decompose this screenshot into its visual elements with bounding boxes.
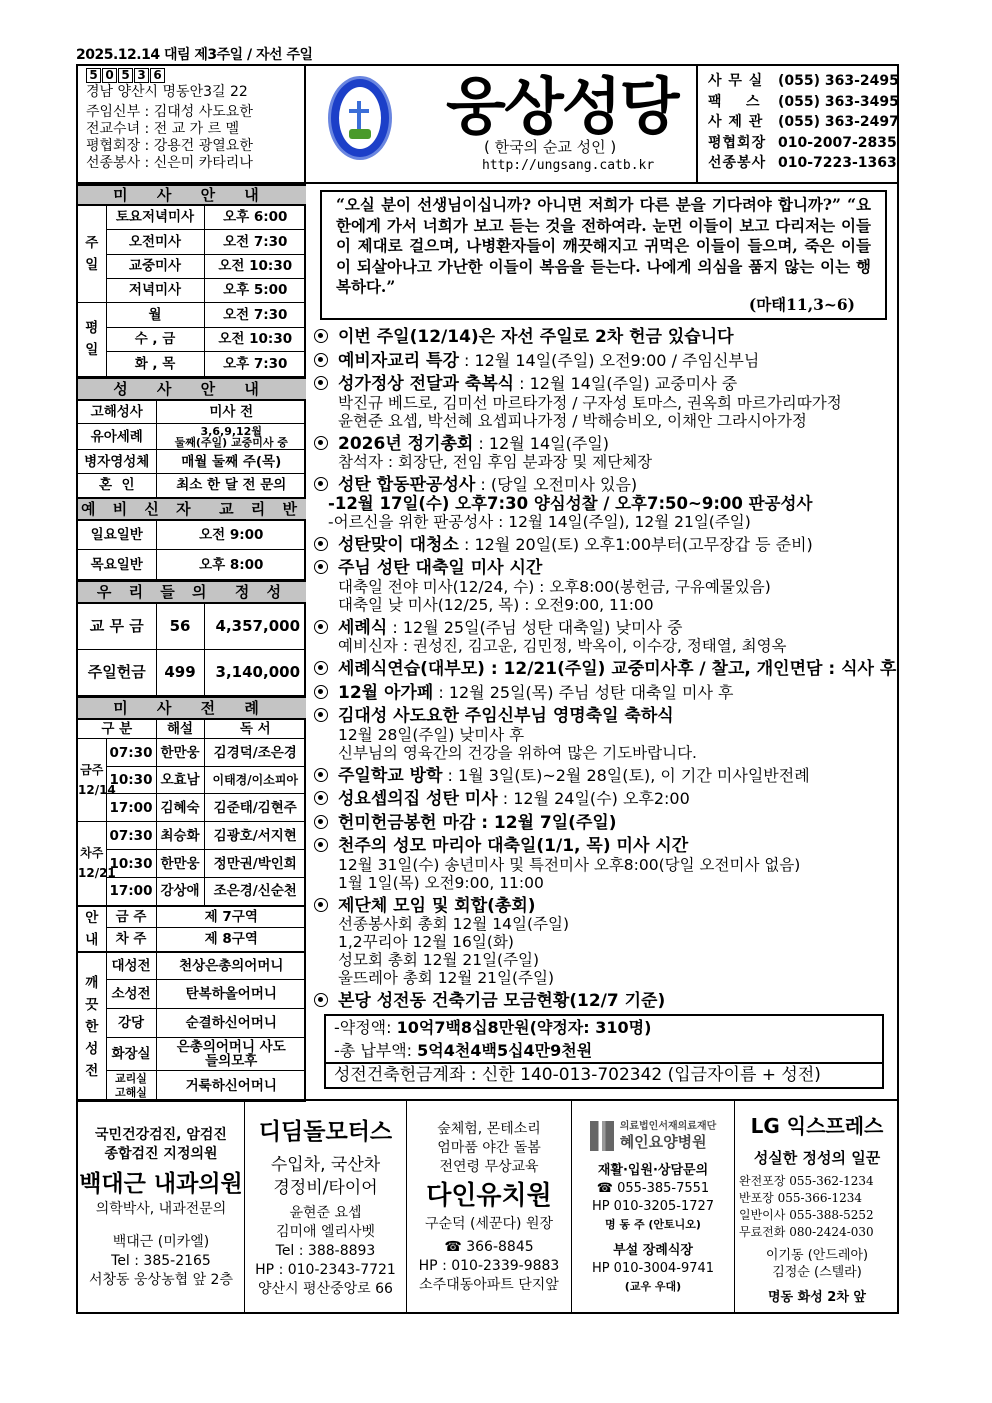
liturgy-time: 07:30	[106, 822, 156, 850]
radio-bullet-icon	[314, 620, 328, 634]
col-commentary: 해설	[156, 719, 204, 739]
sacrament-value: 둘째(주일) 교중미사 중	[174, 435, 288, 449]
parish-subtitle: ( 한국의 순교 성인 )	[484, 138, 617, 156]
notice-detail: 울뜨레아 총회 12월 21일(주일)	[338, 969, 555, 987]
notice-title: 세례식연습(대부모) : 12/21(주일) 교중미사후 / 찰고, 개인면담 : 식사 후	[338, 659, 897, 679]
offering-name: 교 무 금	[78, 603, 156, 649]
cleaning-group: 순결하신어머니	[156, 1009, 306, 1038]
mass-time: 오전 10:30	[204, 327, 306, 351]
col-reading: 독 서	[204, 719, 306, 739]
radio-bullet-icon	[314, 708, 328, 722]
notice-title: 이번 주일(12/14)은 자선 주일로 2차 헌금 있습니다	[338, 327, 734, 347]
paid-value: 5억4천4백5십4만9천원	[417, 1040, 593, 1060]
staff-role: 평협회장	[86, 138, 141, 154]
readers: 김광호/서지현	[204, 822, 306, 850]
notice-item	[314, 375, 899, 430]
sacrament-heading: 성 사 안 내	[78, 378, 306, 400]
building-fund-box	[324, 1014, 884, 1089]
notice-item	[314, 660, 899, 679]
notice-detail: 대축일 전야 미사(12/24, 수) : 오후8:00(봉헌금, 구유예물있음)	[338, 577, 771, 596]
phone-value: 055-362-1234	[789, 1173, 874, 1188]
ad-tagline: 경정비/타이어	[273, 1178, 378, 1198]
phone-label: 일반이사	[739, 1207, 786, 1222]
notice-text: : 12월 25일(주님 성탄 대축일) 낮미사 중	[387, 617, 683, 637]
ad-tagline: 국민건강검진, 암검진	[95, 1126, 227, 1143]
ad-contact: 김미애 엘리사벳	[275, 1224, 376, 1240]
phone-value: 055-388-5252	[789, 1207, 874, 1222]
radio-bullet-icon	[314, 993, 328, 1007]
commentator: 김혜숙	[156, 794, 204, 822]
notice-item	[314, 814, 899, 833]
contact-row	[708, 71, 899, 92]
mass-time: 오후 6:00	[204, 205, 306, 229]
notice-list	[314, 328, 899, 1089]
notice-line	[314, 559, 899, 578]
notice-line	[314, 814, 899, 833]
notice-text: : 12월 24일(수) 오후2:00	[497, 789, 690, 808]
contact-label: 선종봉사	[708, 155, 767, 171]
paid-label: -총 납부액:	[334, 1040, 418, 1060]
notice-item	[314, 476, 899, 531]
sacrament-name: 유아세례	[78, 424, 156, 450]
pledge-row	[326, 1016, 882, 1039]
notice-text: : 12월 25일(목) 주님 성탄 대축일 미사 후	[433, 682, 734, 702]
mass-name: 수 , 금	[106, 327, 204, 351]
notice-detail: 박진규 베드로, 김미선 마르타가정 / 구자성 토마스, 권옥희 마르가리따가정	[338, 393, 842, 412]
hospital-logo	[572, 1121, 734, 1151]
contact-label: 사 제 관	[708, 114, 764, 130]
notice-item	[314, 328, 899, 347]
notice-title: 세례식	[338, 617, 388, 638]
notice-detail: 1,2꾸리아 12월 16일(화)	[338, 933, 514, 951]
catechism-heading: 예 비 신 자 교 리 반	[78, 498, 306, 520]
radio-bullet-icon	[314, 560, 328, 574]
guide-area: 제 8구역	[156, 927, 306, 951]
liturgy-time: 17:00	[106, 878, 156, 906]
radio-bullet-icon	[314, 436, 328, 450]
radio-bullet-icon	[314, 838, 328, 852]
parish-logo-icon	[328, 76, 392, 160]
notice-detail: 선종봉사회 총회 12월 14일(주일)	[338, 915, 570, 933]
sacrament-value: 매월 둘째 주(목)	[156, 450, 306, 474]
contact-row	[708, 133, 899, 154]
notice-detail: 예비신자 : 권성진, 김고운, 김민정, 박옥이, 이수강, 정태열, 최영옥	[338, 637, 787, 655]
liturgy-time: 17:00	[106, 794, 156, 822]
notice-title: 성탄맞이 대청소	[338, 534, 459, 555]
notice-item	[314, 790, 899, 809]
guide-area: 제 7구역	[156, 906, 306, 928]
mass-name: 월	[106, 302, 204, 327]
notice-line	[314, 536, 899, 555]
catechism-time: 오후 8:00	[156, 550, 306, 580]
ad-contact: ☎ 055-385-7551	[596, 1180, 710, 1196]
ad-moving	[735, 1101, 899, 1314]
notice-line	[314, 767, 899, 786]
phone-label: 완전포장	[739, 1173, 786, 1188]
ad-contact: (교우 우대)	[624, 1279, 682, 1293]
right-column	[306, 182, 899, 1099]
liturgy-time: 10:30	[106, 767, 156, 794]
mass-heading: 미 사 안 내	[78, 185, 306, 205]
guide-week: 차 주	[106, 927, 156, 951]
commentator: 한만웅	[156, 739, 204, 767]
ad-name: 혜인요양병원	[619, 1132, 707, 1151]
contact-value: (055) 363-2495	[778, 73, 899, 89]
postal-digit: 5	[118, 68, 133, 83]
sacrament-table	[78, 377, 306, 581]
notice-item	[314, 435, 899, 472]
notice-text: : 12월 14일(주일) 오전9:00 / 주임신부님	[458, 350, 760, 370]
notice-title: 김대성 사도요한 주임신부님 영명축일 축하식	[338, 706, 674, 726]
guide-week: 금 주	[106, 906, 156, 928]
ad-tagline: 엄마품 야간 돌봄	[437, 1140, 541, 1156]
quote-text: “오실 분이 선생님이십니까? 아니면 저희가 다른 분을 기다려야 합니까?” “요한에게 가서 너희가 보고 듣는 것을 전하여라. 눈먼 이들이 보고 다리저는 이들이 제대로 걸으며, 나병환자들이 깨끗해지고 귀먹은 이들이 들으며, 죽은 이들이 되살아나고 가난한 이들이 복음을 듣는다. 나에게 의심을 품지 않는 이는 행복하다.”	[336, 195, 871, 297]
notice-line	[314, 619, 899, 638]
radio-bullet-icon	[314, 791, 328, 805]
sacrament-name: 고해성사	[78, 400, 156, 424]
notice-line	[314, 328, 899, 347]
offering-amount: 3,140,000	[204, 649, 306, 695]
ad-contact: 백대근 (미카엘)	[112, 1233, 210, 1250]
ad-contact: HP 010-3205-1727	[591, 1198, 715, 1214]
notice-detail: 1월 1일(목) 오전9:00, 11:00	[338, 873, 544, 892]
contact-label: 사 무 실	[708, 73, 764, 89]
contact-row	[708, 112, 899, 133]
contact-list	[698, 66, 899, 182]
radio-bullet-icon	[314, 376, 328, 390]
readers: 김경덕/조은경	[204, 739, 306, 767]
ad-contact: Tel : 388-8893	[275, 1243, 376, 1259]
staff-role: 전교수녀	[86, 121, 141, 137]
ad-sub: 의학박사, 내과전문의	[95, 1200, 227, 1217]
notice-title: 주님 성탄 대축일 미사 시간	[338, 558, 543, 578]
notice-detail: -어르신을 위한 판공성사 : 12월 14일(주일), 12월 21일(주일)	[328, 512, 751, 531]
notice-title: 예비자교리 특강	[338, 350, 459, 371]
ad-tagline: 전연령 무상교육	[439, 1159, 539, 1175]
ad-phone	[735, 1174, 899, 1189]
ad-tagline: 수입차, 국산차	[270, 1155, 381, 1175]
radio-bullet-icon	[314, 353, 328, 367]
ad-contact: 이기동 (안드레아)	[765, 1247, 869, 1263]
postal-digit: 5	[86, 68, 101, 83]
ad-heading: 재활·입원·상담문의	[597, 1162, 709, 1178]
offering-count: 499	[156, 649, 204, 695]
mass-time: 오전 10:30	[204, 254, 306, 278]
contact-row	[708, 153, 899, 174]
staff-name: 신은미 카타리나	[153, 155, 253, 171]
ad-contact: 명 동 주 (안토니오)	[605, 1217, 701, 1231]
notice-detail: 대축일 낮 미사(12/25, 목) : 오전9:00, 11:00	[338, 595, 654, 614]
notice-item	[314, 559, 899, 614]
staff-row: 평협회장 : 강용건 광열요한	[86, 138, 253, 154]
notice-line	[314, 684, 899, 703]
notice-title: 성요셉의집 성탄 미사	[338, 789, 498, 809]
sacrament-name: 병자영성체	[78, 450, 156, 474]
contact-label: 평협회장	[708, 134, 767, 151]
contact-row	[708, 92, 899, 113]
notice-detail: 윤현준 요셉, 박선혜 요셉피나가정 / 박해승비오, 이채안 그라시아가정	[338, 411, 807, 430]
offering-count: 56	[156, 603, 204, 649]
radio-bullet-icon	[314, 815, 328, 829]
cleaning-place: 강당	[106, 1009, 156, 1038]
ad-name: 다인유치원	[426, 1181, 552, 1211]
readers: 김준태/김현주	[204, 794, 306, 822]
notice-item	[314, 352, 899, 371]
hospital-logo-icon	[590, 1121, 614, 1151]
notice-line	[314, 837, 899, 856]
liturgy-table	[78, 696, 306, 1103]
staff-name: 전 교 가 르 멜	[153, 121, 240, 137]
paid-row	[326, 1039, 882, 1062]
guide-label: 안내	[85, 909, 99, 948]
readers: 정만권/박인희	[204, 850, 306, 878]
postal-digit: 6	[150, 68, 165, 83]
pledge-value: 10억7백8십8만원(약정자: 310명)	[396, 1017, 652, 1037]
notice-item	[314, 767, 899, 786]
notice-detail: 신부님의 영육간의 건강을 위하여 많은 기도바랍니다.	[338, 743, 697, 762]
mass-name: 화 , 목	[106, 351, 204, 376]
ad-contact: 서창동 웅상농협 앞 2층	[89, 1271, 233, 1288]
account-row	[326, 1062, 882, 1087]
notice-line	[314, 476, 899, 495]
notice-line	[314, 435, 899, 454]
phone-label: 무료전화	[739, 1224, 786, 1239]
notice-title: 주일학교 방학	[338, 765, 443, 786]
offering-name: 주일헌금	[78, 649, 156, 695]
staff-role: 선종봉사	[86, 155, 141, 171]
notice-item	[314, 837, 899, 892]
cleaning-label: 깨끗한성전	[85, 974, 99, 1079]
radio-bullet-icon	[314, 685, 328, 699]
radio-bullet-icon	[314, 898, 328, 912]
notice-text: : 12월 14일(주일)	[473, 433, 610, 453]
sacrament-value: 최소 한 달 전 문의	[156, 474, 306, 498]
staff-row: 선종봉사 : 신은미 카타리나	[86, 155, 253, 171]
ad-contact: 윤현준 요셉	[289, 1205, 362, 1221]
cleaning-place: 교리실 고해실	[106, 1071, 156, 1102]
hospital-org: 의료법인서재의료재단	[619, 1120, 717, 1132]
ad-phone	[735, 1191, 899, 1206]
cleaning-group: 천상은총의어머니	[156, 952, 306, 980]
notice-detail: 12월 28일(주일) 낮미사 후	[338, 725, 525, 744]
cleaning-place: 화장실	[106, 1038, 156, 1071]
commentator: 최승화	[156, 822, 204, 850]
liturgy-heading: 미 사 전 례	[78, 697, 306, 719]
contact-value: 010-7223-1363	[778, 155, 897, 171]
col-division: 구 분	[78, 719, 156, 739]
ad-heading: 부설 장례식장	[613, 1242, 693, 1258]
mass-time: 오후 7:30	[204, 351, 306, 376]
notice-text: : 12월 14일(주일) 교중미사 중	[514, 374, 738, 393]
notice-line	[314, 707, 899, 726]
ad-heading: 성실한 정성의 일꾼	[753, 1148, 881, 1167]
ad-contact: 김정순 (스텔라)	[772, 1264, 862, 1280]
offering-heading: 우 리 들 의 정 성	[78, 581, 306, 603]
notice-item	[314, 684, 899, 703]
notice-line	[314, 352, 899, 371]
notice-title: 2026년 정기총회	[338, 433, 474, 454]
mass-name: 오전미사	[106, 229, 204, 254]
left-column	[78, 182, 306, 1099]
mass-time: 오전 7:30	[204, 302, 306, 327]
cleaning-group: 거룩하신어머니	[156, 1071, 306, 1102]
commentator: 강상애	[156, 878, 204, 906]
radio-bullet-icon	[314, 768, 328, 782]
mass-name: 교중미사	[106, 254, 204, 278]
staff-row: 전교수녀 : 전 교 가 르 멜	[86, 121, 240, 137]
catechism-time: 오전 9:00	[156, 520, 306, 550]
masthead	[306, 66, 698, 182]
ad-tagline: 종합검진 지정의원	[104, 1145, 218, 1162]
bulletin-frame	[76, 64, 899, 1314]
contact-value: (055) 363-2497	[778, 114, 899, 130]
sacrament-value: 미사 전	[156, 400, 306, 424]
radio-bullet-icon	[314, 329, 328, 343]
quote-reference: (마태11,3~6)	[748, 295, 855, 315]
staff-role: 주임신부	[86, 104, 141, 120]
mass-name: 토요저녁미사	[106, 205, 204, 229]
notice-detail: 12월 31일(수) 송년미사 및 특전미사 오후8:00(당일 오전미사 없음)	[338, 855, 801, 874]
offering-amount: 4,357,000	[204, 603, 306, 649]
commentator: 한만웅	[156, 850, 204, 878]
phone-value: 055-366-1234	[777, 1190, 863, 1205]
ad-hospital	[572, 1101, 735, 1314]
ad-contact: 구순덕 (세꾼다) 원장	[424, 1216, 554, 1232]
mass-schedule-table	[78, 184, 306, 377]
sacrament-value: 3,6,9,12월	[200, 424, 262, 438]
notice-detail: 성모회 총회 12월 21일(주일)	[338, 951, 540, 969]
commentator: 오효남	[156, 767, 204, 794]
ad-contact: HP : 010-2343-7721	[255, 1262, 396, 1278]
notice-text: : 12월 20일(토) 오후1:00부터(고무장갑 등 준비)	[458, 534, 813, 554]
radio-bullet-icon	[314, 477, 328, 491]
cleaning-place: 소성전	[106, 980, 156, 1009]
notice-title: 제단체 모임 및 회합(총회)	[338, 895, 536, 916]
parish-info	[78, 66, 306, 182]
contact-value: (055) 363-3495	[778, 93, 899, 110]
offering-table	[78, 580, 306, 696]
notice-item	[314, 897, 899, 988]
advertisement-row	[78, 1099, 899, 1314]
parish-title: 웅상성당	[446, 70, 678, 143]
notice-item	[314, 707, 899, 762]
ad-address: 명동 화성 2차 앞	[768, 1289, 866, 1305]
week-label: 차주 12/21	[78, 822, 106, 906]
notice-item	[314, 536, 899, 555]
notice-line	[314, 992, 899, 1011]
phone-value: 080-2424-030	[789, 1224, 874, 1239]
liturgy-time: 07:30	[106, 739, 156, 767]
ad-name: LG 익스프레스	[750, 1113, 884, 1138]
radio-bullet-icon	[314, 661, 328, 675]
sunday-label: 주일	[85, 234, 99, 273]
ad-contact: Tel : 385-2165	[111, 1252, 211, 1269]
catechism-name: 목요일반	[78, 550, 156, 580]
notice-title: 본당 성전동 건축기금 모금현황(12/7 기준)	[338, 991, 666, 1011]
cleaning-group: 은총의어머니 사도들의모후	[156, 1038, 306, 1071]
postal-digit: 3	[134, 68, 149, 83]
ad-contact: HP : 010-2339-9883	[418, 1258, 560, 1274]
readers: 조은경/신순천	[204, 878, 306, 906]
ad-tagline: 숲체험, 몬테소리	[437, 1121, 541, 1137]
account-label: 성전건축헌금계좌 :	[334, 1064, 482, 1085]
notice-item	[314, 619, 899, 656]
notice-detail: -12월 17일(수) 오후7:30 양심성찰 / 오후7:50~9:00 판공성사	[328, 493, 813, 513]
postal-digit: 0	[102, 68, 117, 83]
staff-row: 주임신부 : 김대성 사도요한	[86, 104, 253, 120]
notice-text: : (당일 오전미사 있음)	[475, 475, 638, 494]
notice-text: : 1월 3일(토)~2월 28일(토), 이 기간 미사일반전례	[442, 765, 810, 785]
contact-value: 010-2007-2835	[778, 134, 897, 151]
account-value: 신한 140-013-702342 (입금자이름 + 성전)	[481, 1064, 821, 1085]
sacrament-name: 혼 인	[78, 474, 156, 498]
ad-clinic	[78, 1101, 245, 1314]
ad-contact: ☎ 366-8845	[444, 1239, 534, 1255]
phone-label: 반포장	[739, 1190, 774, 1205]
ad-phone	[735, 1208, 899, 1223]
address: 경남 양산시 명동안3길 22	[86, 84, 248, 100]
notice-title: 헌미헌금봉헌 마감 : 12월 7일(주일)	[338, 812, 617, 833]
weekday-label: 평일	[85, 320, 99, 358]
liturgy-time: 10:30	[106, 850, 156, 878]
notice-line	[314, 790, 899, 809]
notice-line	[314, 375, 899, 394]
staff-name: 김대성 사도요한	[153, 104, 253, 120]
contact-label: 팩 스	[708, 93, 761, 110]
radio-bullet-icon	[314, 537, 328, 551]
ad-name: 디딤돌모터스	[258, 1119, 393, 1145]
notice-title: 12월 아가페	[338, 682, 434, 703]
mass-time: 오전 7:30	[204, 229, 306, 254]
ad-kindergarten	[407, 1101, 572, 1314]
date-line: 2025.12.14 대림 제3주일 / 자선 주일	[76, 47, 313, 63]
notice-title: 천주의 성모 마리아 대축일(1/1, 목) 미사 시간	[338, 836, 689, 856]
mass-name: 저녁미사	[106, 278, 204, 302]
readers: 이태경/이소피아	[204, 767, 306, 794]
notice-detail: 참석자 : 회장단, 전임 후임 분과장 및 제단체장	[338, 453, 653, 471]
pledge-label: -약정액:	[334, 1017, 397, 1037]
ad-contact: 양산시 평산중앙로 66	[258, 1281, 393, 1297]
mass-time: 오후 5:00	[204, 278, 306, 302]
ad-name: 백대근 내과의원	[79, 1170, 243, 1197]
ad-contact: 소주대동아파트 단지앞	[419, 1277, 559, 1293]
cleaning-place: 대성전	[106, 952, 156, 980]
notice-title: 성가정상 전달과 축복식	[338, 374, 515, 394]
notice-line	[314, 897, 899, 916]
ad-contact: HP 010-3004-9741	[591, 1260, 715, 1276]
ad-motors	[245, 1101, 407, 1314]
week-label: 금주 12/14	[78, 739, 106, 822]
gospel-quote	[320, 190, 887, 320]
notice-item	[314, 992, 899, 1011]
notice-line	[314, 660, 899, 679]
cleaning-group: 탄복하올어머니	[156, 980, 306, 1009]
staff-name: 강용건 광열요한	[153, 138, 253, 154]
postal-code	[86, 68, 296, 83]
parish-url-link[interactable]: http://ungsang.catb.kr	[482, 158, 655, 173]
ad-phone	[735, 1225, 899, 1240]
notice-title: 성탄 합동판공성사	[338, 475, 476, 495]
catechism-name: 일요일반	[78, 520, 156, 550]
